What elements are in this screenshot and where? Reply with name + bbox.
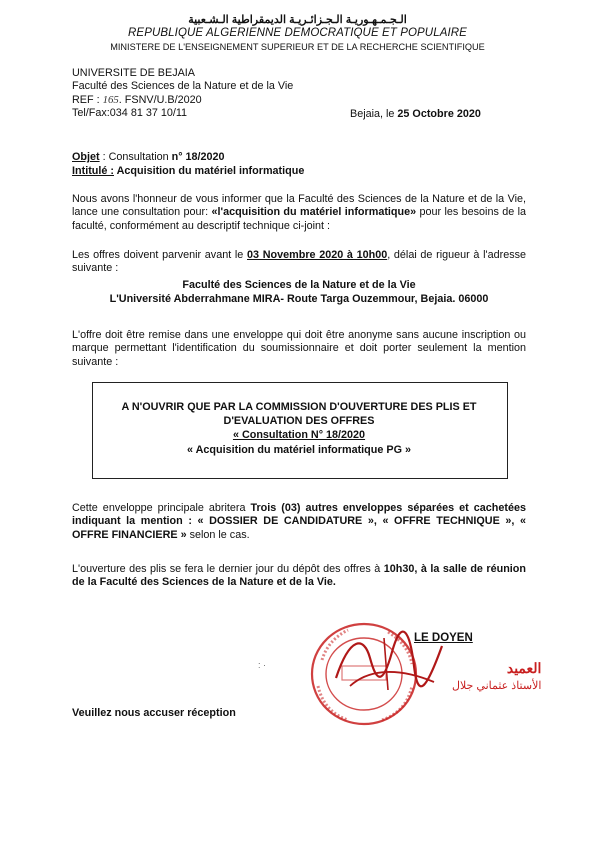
- date-value: 25 Octobre 2020: [397, 108, 481, 120]
- p5-bold: 10h30, à la salle de réunion de la Faculté des Sciences de la Nature et de la Vie.: [72, 563, 526, 589]
- date-prefix: Bejaia, le: [350, 108, 398, 120]
- p2-text: Les offres doivent parvenir avant le: [72, 249, 248, 261]
- address-line-1: Faculté des Sciences de la Nature et de la Vie: [182, 279, 416, 291]
- objet-label: Objet: [72, 151, 100, 163]
- p2-tail: , délai de rigueur à l'adresse suivante :: [72, 249, 526, 275]
- header-ministere: MINISTERE DE L'ENSEIGNEMENT SUPERIEUR ET DE LA RECHERCHE SCIENTIFIQUE: [110, 42, 485, 52]
- mention-line-2: D'EVALUATION DES OFFRES: [223, 415, 375, 428]
- paragraph-opening: [72, 563, 526, 590]
- paragraph-envelope: L'offre doit être remise dans une enveloppe qui doit être anonyme sans aucune inscription ou marque permettant l'identification du soumissionnaire et doit porter seulement la mention suivante :: [72, 329, 526, 368]
- ref-suffix: . FSNV/U.B/2020: [118, 93, 202, 106]
- mention-line-4: « Acquisition du matériel informatique PG »: [187, 443, 411, 456]
- intitule-line: [72, 164, 304, 178]
- objet-line: [72, 150, 304, 164]
- paragraph-intro: [72, 193, 526, 233]
- universite: UNIVERSITE DE BEJAIA: [72, 67, 195, 79]
- faculte: Faculté des Sciences de la Nature et de la Vie: [72, 80, 294, 93]
- signatory-title: LE DOYEN: [414, 632, 473, 644]
- arabic-signature: [452, 660, 541, 692]
- objet-block: [72, 150, 304, 178]
- header-arabic: الـجـمـهـوريـة الـجـزائـريـة الديمقراطية الـشـعبية: [188, 14, 407, 26]
- mention-line-1: A N'OUVRIR QUE PAR LA COMMISSION D'OUVERTURE DES PLIS ET: [121, 401, 477, 413]
- sender-block: [72, 67, 293, 121]
- mention-text: [92, 400, 506, 457]
- telfax: Tel/Fax:034 81 37 10/11: [72, 107, 188, 120]
- deadline: 03 Novembre 2020 à 10h00: [247, 249, 388, 261]
- objet-number: n° 18/2020: [171, 151, 225, 163]
- address-line-2: L'Université Abderrahmane MIRA- Route Targa Ouzemmour, Bejaia. 06000: [109, 293, 489, 305]
- p5-text: L'ouverture des plis se fera le dernier jour du dépôt des offres à: [72, 563, 384, 575]
- date-line: [350, 108, 481, 120]
- scan-marks: : ·: [258, 660, 266, 670]
- paragraph-enclosures: [72, 502, 526, 542]
- objet-text: : Consultation: [99, 151, 172, 163]
- intitule-text: Acquisition du matériel informatique: [113, 165, 305, 177]
- p1-bold: «l'acquisition du matériel informatique»: [211, 206, 417, 219]
- p1-tail: pour les besoins de la faculté, conformément au descriptif technique ci-joint :: [72, 206, 526, 232]
- arabic-name: الأستاذ عثماني جلال: [452, 680, 542, 692]
- ref-number: 165: [102, 93, 119, 106]
- p1-text: Nous avons l'honneur de vous informer que la Faculté des Sciences de la Nature et de la Vie, lance une consultation pour:: [72, 193, 526, 219]
- intitule-label: Intitulé :: [72, 165, 114, 177]
- acknowledge-line: Veuillez nous accuser réception: [72, 707, 236, 719]
- arabic-title: العميد: [506, 660, 542, 676]
- paragraph-deadline: [72, 249, 526, 276]
- ref-prefix: REF :: [72, 93, 100, 106]
- p4-text: Cette enveloppe principale abritera: [72, 502, 251, 514]
- mention-line-3: « Consultation N° 18/2020: [232, 429, 366, 442]
- reference: [72, 94, 293, 107]
- p4-tail: selon le cas.: [186, 528, 250, 541]
- p4-bold: Trois (03) autres enveloppes séparées et cachetées indiquant la mention : « DOSSIER DE CANDIDATURE », « OFFRE TECHNIQUE », « OFFRE FINANCIERE »: [72, 502, 526, 541]
- header-republique: REPUBLIQUE ALGERIENNE DEMOCRATIQUE ET POPULAIRE: [128, 27, 467, 39]
